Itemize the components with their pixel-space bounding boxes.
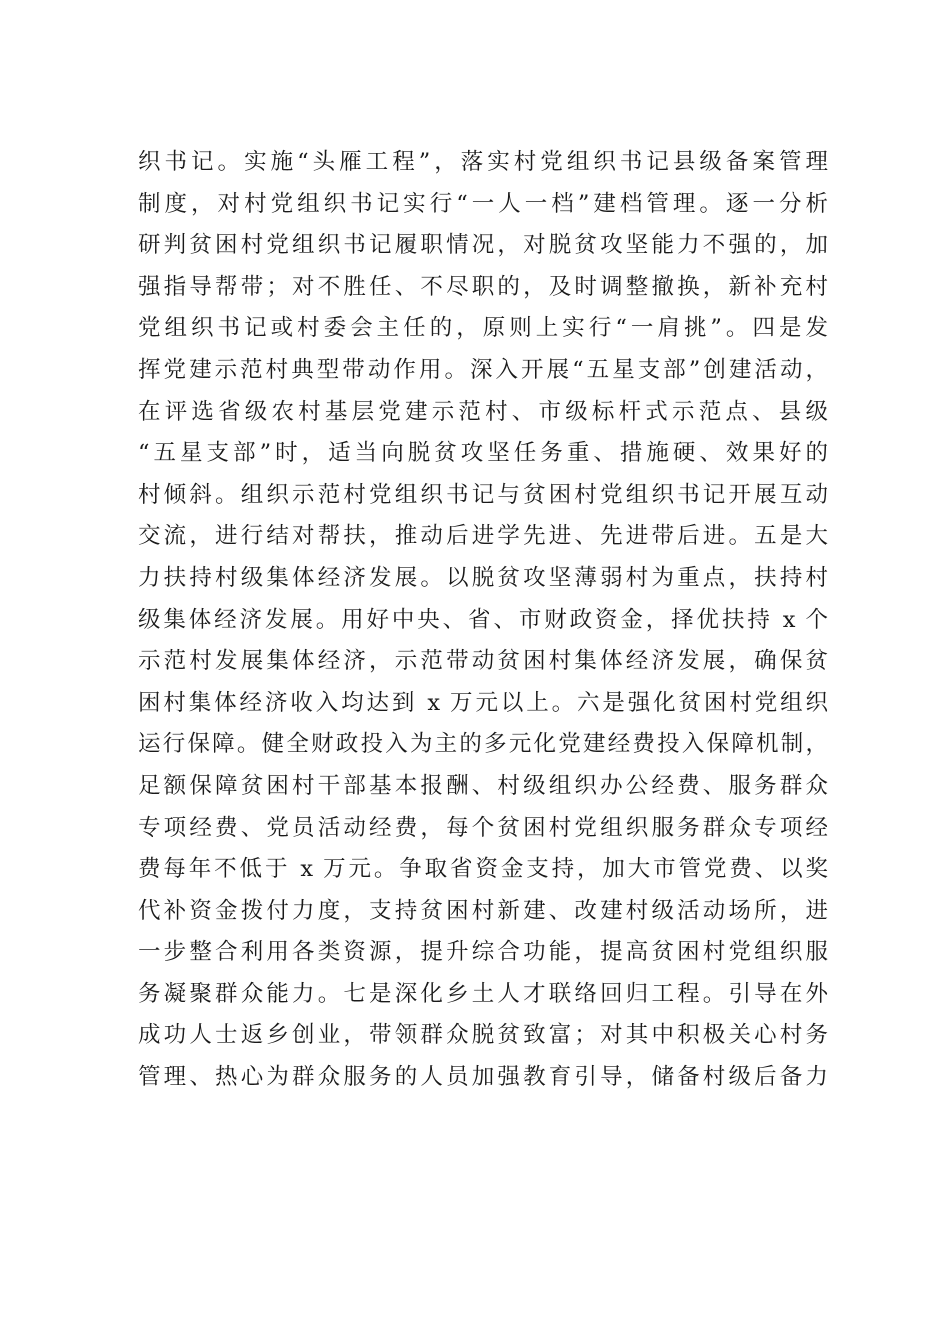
text-line: 代补资金拨付力度，支持贫困村新建、改建村级活动场所，进 <box>138 897 828 924</box>
text-line: 党组织书记或村委会主任的，原则上实行“一肩挑”。四是发 <box>138 315 828 342</box>
text-line: 示范村发展集体经济，示范带动贫困村集体经济发展，确保贫 <box>138 648 828 675</box>
text-line: 织书记。实施“头雁工程”，落实村党组织书记县级备案管理 <box>138 149 828 175</box>
text-line: 足额保障贫困村干部基本报酬、村级组织办公经费、服务群众 <box>138 772 828 799</box>
text-line: 制度，对村党组织书记实行“一人一档”建档管理。逐一分析 <box>138 190 828 217</box>
text-line: 管理、热心为群众服务的人员加强教育引导，储备村级后备力 <box>138 1064 828 1091</box>
text-line: 强指导帮带；对不胜任、不尽职的，及时调整撤换，新补充村 <box>138 273 828 300</box>
text-line: 挥党建示范村典型带动作用。深入开展“五星支部”创建活动， <box>138 356 828 383</box>
text-line: 级集体经济发展。用好中央、省、市财政资金，择优扶持 x 个 <box>138 606 828 633</box>
text-line: 费每年不低于 x 万元。争取省资金支持，加大市管党费、以奖 <box>138 856 828 883</box>
text-line: 务凝聚群众能力。七是深化乡土人才联络回归工程。引导在外 <box>138 980 828 1007</box>
text-line: 一步整合利用各类资源，提升综合功能，提高贫困村党组织服 <box>138 939 828 966</box>
text-line: 专项经费、党员活动经费，每个贫困村党组织服务群众专项经 <box>138 814 828 841</box>
body-text <box>138 142 828 1099</box>
text-line: 交流，进行结对帮扶，推动后进学先进、先进带后进。五是大 <box>138 523 828 550</box>
text-line: “五星支部”时，适当向脱贫攻坚任务重、措施硬、效果好的 <box>138 440 828 467</box>
text-line: 村倾斜。组织示范村党组织书记与贫困村党组织书记开展互动 <box>138 481 828 508</box>
text-line: 运行保障。健全财政投入为主的多元化党建经费投入保障机制， <box>138 731 828 758</box>
text-line: 力扶持村级集体经济发展。以脱贫攻坚薄弱村为重点，扶持村 <box>138 564 828 591</box>
text-line: 在评选省级农村基层党建示范村、市级标杆式示范点、县级 <box>138 398 828 425</box>
text-line: 研判贫困村党组织书记履职情况，对脱贫攻坚能力不强的，加 <box>138 232 828 259</box>
text-line: 困村集体经济收入均达到 x 万元以上。六是强化贫困村党组织 <box>138 689 828 716</box>
text-line: 成功人士返乡创业，带领群众脱贫致富；对其中积极关心村务 <box>138 1022 828 1049</box>
